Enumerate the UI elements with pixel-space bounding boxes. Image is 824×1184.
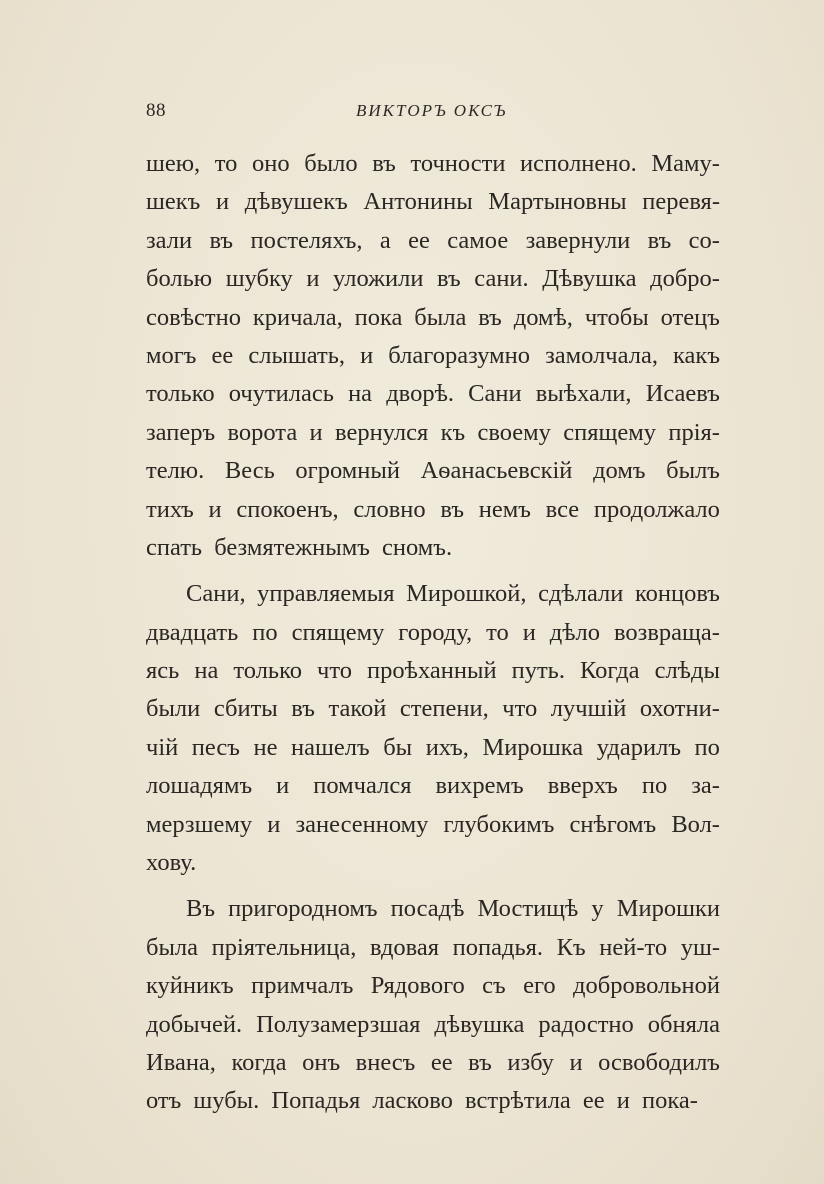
text-line: лошадямъ и помчался вихремъ вверхъ по за- [146, 772, 720, 800]
text-line: Въ пригородномъ посадѣ Мостищѣ у Мирошки [186, 895, 720, 923]
text-line: чій песъ не нашелъ бы ихъ, Мирошка ударилъ по [146, 733, 720, 761]
page-number: 88 [146, 100, 166, 121]
paragraph-gap [146, 882, 720, 890]
text-line: ясь на только что проѣханный путь. Когда слѣды [146, 657, 720, 685]
text-line: болью шубку и уложили въ сани. Дѣвушка добро- [146, 265, 720, 293]
text-line: куйникъ примчалъ Рядового съ его добровольной [146, 972, 720, 1000]
text-line: зали въ постеляхъ, а ее самое завернули въ со- [146, 226, 720, 254]
text-line: шею, то оно было въ точности исполнено. Маму- [146, 150, 720, 177]
text-line: отъ шубы. Попадья ласково встрѣтила ее и пока- [146, 1087, 698, 1115]
text-line: была пріятельница, вдовая попадья. Къ ней-то уш- [146, 933, 720, 961]
text-line: заперъ ворота и вернулся къ своему спящему прія- [146, 418, 720, 446]
text-line: Ивана, когда онъ внесъ ее въ избу и освободилъ [146, 1048, 720, 1076]
text-line: совѣстно кричала, пока была въ домѣ, чтобы отецъ [146, 303, 720, 331]
page-header [146, 100, 736, 128]
text-line: спать безмятежнымъ сномъ. [146, 533, 453, 561]
paragraph [146, 145, 720, 567]
text-line: Сани, управляемыя Мирошкой, сдѣлали концовъ [186, 580, 720, 608]
text-line: хову. [146, 849, 197, 877]
body-text [146, 145, 720, 1121]
text-line: шекъ и дѣвушекъ Антонины Мартыновны перевя- [146, 188, 720, 216]
text-line: мерзшему и занесенному глубокимъ снѣгомъ Вол- [146, 810, 720, 838]
text-line: были сбиты въ такой степени, что лучшій охотни- [146, 695, 720, 723]
text-line: добычей. Полузамерзшая дѣвушка радостно обняла [146, 1010, 720, 1038]
text-line: двадцать по спящему городу, то и дѣло возвраща- [146, 618, 720, 646]
text-line: телю. Весь огромный Аѳанасьевскій домъ былъ [146, 457, 720, 485]
text-line: тихъ и спокоенъ, словно въ немъ все продолжало [146, 495, 720, 523]
text-line: только очутилась на дворѣ. Сани выѣхали, Исаевъ [146, 380, 720, 408]
text-line: могъ ее слышать, и благоразумно замолчала, какъ [146, 341, 720, 369]
running-head: ВИКТОРЪ ОКСЪ [356, 101, 508, 120]
paragraph-gap [146, 567, 720, 575]
paragraph [146, 575, 720, 882]
paragraph [146, 890, 720, 1120]
